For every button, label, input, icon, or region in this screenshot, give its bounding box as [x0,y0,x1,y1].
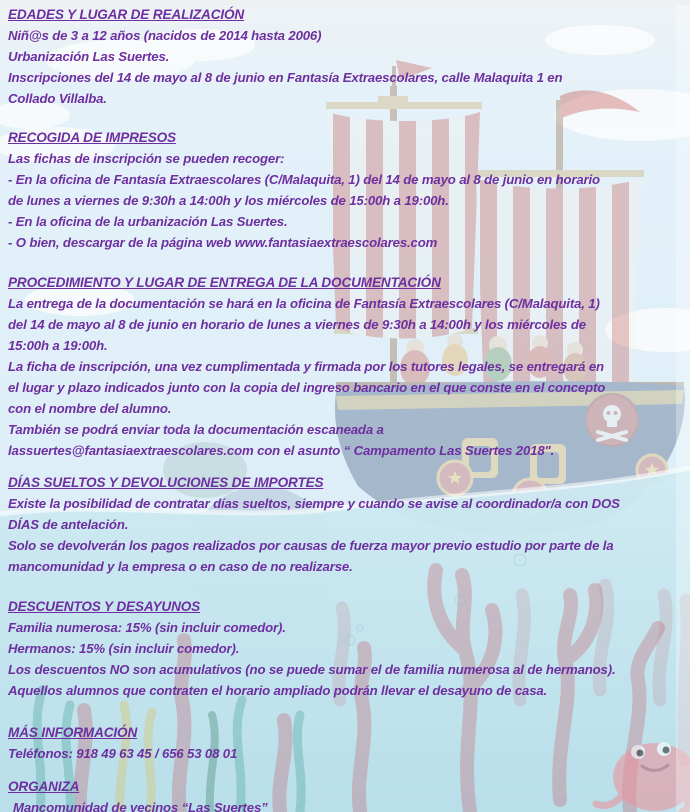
section-heading: MÁS INFORMACIÓN [8,725,138,740]
text-line: Existe la posibilidad de contratar días sueltos, siempre y cuando se avise al coordinador/a con DOS [8,496,620,511]
section-mas-informacion [8,722,682,764]
section-heading: DESCUENTOS Y DESAYUNOS [8,599,201,614]
text-line: mancomunidad y la empresa o en caso de no realizarse. [8,559,353,574]
text-line: Mancomunidad de vecinos “Las Suertes” [13,800,268,812]
text-line: - O bien, descargar de la página web www.fantasiaextraescolares.com [8,235,438,250]
section-descuentos-desayunos [8,596,682,701]
text-line: Inscripciones del 14 de mayo al 8 de junio en Fantasía Extraescolares, calle Malaquita 1 en [8,70,563,85]
section-procedimiento-entrega [8,272,682,461]
text-line: Hermanos: 15% (sin incluir comedor). [8,641,240,656]
text-line: Los descuentos NO son acumulativos (no se puede sumar el de familia numerosa al de hermanos). [8,662,616,677]
section-dias-sueltos-devoluciones [8,472,682,577]
text-line: DÍAS de antelación. [8,517,129,532]
text-line-phones: Teléfonos: 918 49 63 45 / 656 53 08 01 [8,746,238,761]
section-organiza [8,776,682,812]
text-line: - En la oficina de Fantasía Extraescolares (C/Malaquita, 1) del 14 de mayo al 8 de junio en horario [8,172,600,187]
text-line: Urbanización Las Suertes. [8,49,170,64]
text-line: Collado Villalba. [8,91,107,106]
text-line: Solo se devolverán los pagos realizados por causas de fuerza mayor previo estudio por parte de la [8,538,614,553]
text-line: - En la oficina de la urbanización Las Suertes. [8,214,288,229]
section-edades-y-lugar [8,4,682,109]
text-line: Aquellos alumnos que contraten el horario ampliado podrán llevar el desayuno de casa. [8,683,548,698]
text-line: 15:00h a 19:00h. [8,338,108,353]
text-line: La entrega de la documentación se hará en la oficina de Fantasía Extraescolares (C/Malaquita, 1) [8,296,600,311]
text-line: de lunes a viernes de 9:30h a 14:00h y los miércoles de 15:00h a 19:00h. [8,193,449,208]
text-line: del 14 de mayo al 8 de junio en horario de lunes a viernes de 9:30h a 14:00h y los miércoles de [8,317,586,332]
text-line: La ficha de inscripción, una vez cumplimentada y firmada por los tutores legales, se entregará en [8,359,604,374]
text-line: Familia numerosa: 15% (sin incluir comedor). [8,620,286,635]
text-line-email: lassuertes@fantasiaextraescolares.com con el asunto “ Campamento Las Suertes 2018". [8,443,555,458]
section-heading: PROCEDIMIENTO Y LUGAR DE ENTREGA DE LA DOCUMENTACIÓN [8,275,441,290]
section-heading: ORGANIZA [8,779,80,794]
text-line: Las fichas de inscripción se pueden recoger: [8,151,285,166]
text-line: el lugar y plazo indicados junto con la copia del ingreso bancario en el que conste en el concepto [8,380,606,395]
section-heading: EDADES Y LUGAR DE REALIZACIÓN [8,7,245,22]
text-line: También se podrá enviar toda la documentación escaneada a [8,422,384,437]
text-line: Niñ@s de 3 a 12 años (nacidos de 2014 hasta 2006) [8,28,322,43]
section-heading: DÍAS SUELTOS Y DEVOLUCIONES DE IMPORTES [8,475,324,490]
section-heading: RECOGIDA DE IMPRESOS [8,130,176,145]
section-recogida-de-impresos [8,127,682,253]
text-line: con el nombre del alumno. [8,401,172,416]
